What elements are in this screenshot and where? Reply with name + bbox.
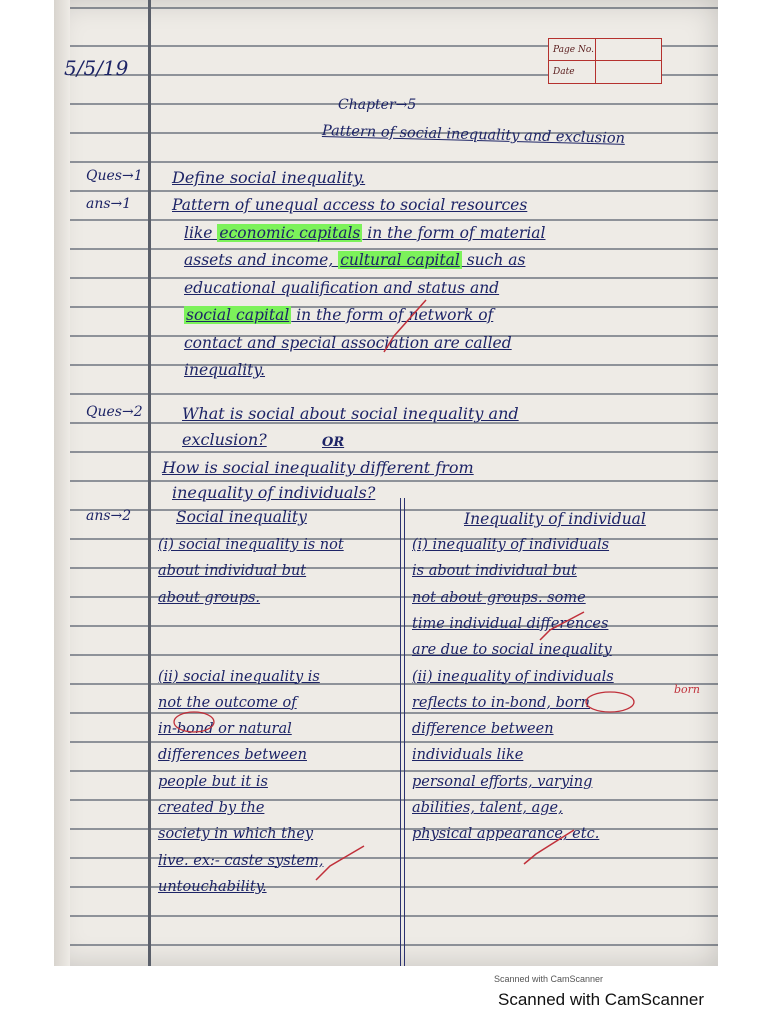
a1-text: assets and income, — [184, 251, 339, 269]
rightcol-line: reflects to in-bond, born — [412, 694, 590, 711]
red-tick-marks — [54, 0, 718, 966]
born-correction: born — [674, 683, 701, 696]
leftcol-line: untouchability. — [158, 878, 267, 895]
leftcol-line: (ii) social inequality is — [158, 668, 320, 685]
a1-text: like — [184, 223, 218, 242]
scanner-watermark-small: Scanned with CamScanner — [494, 974, 604, 984]
chapter-title: Pattern of social inequality and exclusion — [321, 123, 626, 147]
leftcol-line: differences between — [158, 747, 307, 764]
leftcol-line: created by the — [158, 800, 265, 816]
q1-label: Ques→1 — [86, 168, 143, 184]
rightcol-line: physical appearance, etc. — [412, 826, 600, 843]
q2-question-line2: exclusion? — [182, 430, 267, 449]
q2-question-line1: What is social about social inequality and — [182, 404, 519, 423]
a1-text: such as — [461, 251, 526, 269]
leftcol-line: people but it is — [158, 773, 268, 790]
rightcol-line: (ii) inequality of individuals — [412, 668, 614, 685]
tick-mark — [540, 612, 584, 640]
leftcol-line: (i) social inequality is not — [158, 537, 344, 553]
a1-text: in the form of material — [362, 223, 546, 242]
a1-label: ans→1 — [86, 196, 132, 212]
a1-text: Pattern of unequal access to social resources — [172, 196, 528, 214]
rightcol-line: not about groups. some — [412, 589, 586, 606]
a1-text: in the form of network of — [291, 306, 494, 324]
a1-text: educational qualification and status and — [184, 278, 500, 297]
leftcol-line: about individual but — [158, 563, 307, 580]
a1-text: contact and special association are called — [184, 333, 512, 352]
scanner-watermark: Scanned with CamScanner — [498, 990, 705, 1009]
q2-alt-line1: How is social inequality different from — [162, 458, 474, 477]
tick-mark — [384, 300, 426, 352]
q1-question: Define social inequality. — [172, 168, 366, 187]
leftcol-line: in-bond or natural — [158, 721, 292, 738]
rightcol-line: is about individual but — [412, 563, 577, 580]
highlighted-term: cultural capital — [340, 251, 460, 269]
leftcol-line: live. ex:- caste system, — [158, 852, 324, 869]
rightcol-line: abilities, talent, age, — [412, 800, 563, 816]
chapter-number: Chapter→5 — [338, 97, 417, 113]
highlighted-term: social capital — [186, 306, 290, 324]
rightcol-line: individuals like — [412, 747, 524, 764]
or-text: OR — [322, 435, 345, 450]
date-label: Date — [549, 61, 661, 83]
notebook-page — [54, 0, 718, 966]
rightcol-line: difference between — [412, 721, 554, 738]
highlighted-term: economic capitals — [219, 223, 361, 242]
tick-mark — [524, 830, 574, 864]
leftcol-line: about groups. — [158, 589, 261, 606]
bond-circle — [174, 712, 214, 732]
rightcol-line: are due to social inequality — [412, 642, 612, 659]
leftcol-line: not the outcome of — [158, 694, 297, 711]
q2-label: Ques→2 — [86, 404, 143, 420]
a1-text: inequality. — [184, 361, 266, 379]
bond-circle — [586, 692, 634, 712]
rightcol-line: (i) inequality of individuals — [412, 537, 610, 553]
rightcol-line: personal efforts, varying — [412, 773, 593, 790]
q2-alt-line2: inequality of individuals? — [172, 483, 376, 502]
page-no-label: Page No. — [549, 39, 661, 61]
leftcol-line: society in which they — [158, 826, 314, 843]
right-column-heading: Inequality of individual — [464, 510, 646, 528]
tick-mark — [316, 846, 364, 880]
handwritten-date: 5/5/19 — [64, 56, 129, 80]
left-column-heading: Social inequality — [176, 508, 307, 526]
rightcol-line: time individual differences — [412, 615, 609, 632]
a2-label: ans→2 — [86, 508, 132, 524]
